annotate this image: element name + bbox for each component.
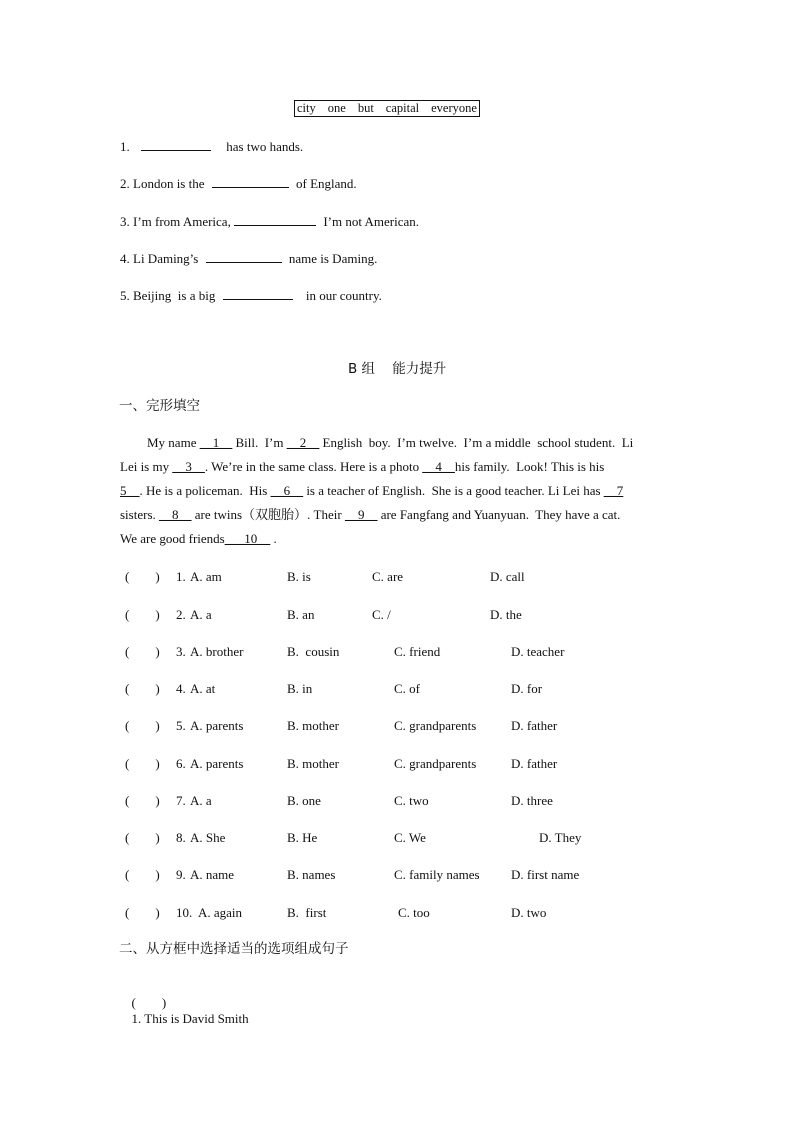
option-d[interactable]: D. three bbox=[511, 793, 553, 808]
part2-item-1 bbox=[125, 979, 249, 1027]
cloze-blank-10: ___10__ bbox=[224, 531, 271, 546]
fill-item-2 bbox=[120, 175, 357, 192]
option-c[interactable]: C. / bbox=[372, 607, 391, 622]
passage-text: . bbox=[270, 531, 277, 546]
option-b[interactable]: B. is bbox=[287, 569, 311, 584]
item-number: 5. bbox=[120, 288, 130, 303]
answer-paren[interactable]: ( ) bbox=[125, 569, 160, 584]
question-number: 5. bbox=[176, 718, 186, 733]
answer-paren[interactable]: ( ) bbox=[125, 905, 160, 920]
option-d[interactable]: D. two bbox=[511, 905, 547, 920]
item-number: 3. bbox=[120, 214, 130, 229]
item-number: 4. bbox=[120, 251, 130, 266]
option-b[interactable]: B. mother bbox=[287, 756, 339, 771]
option-d[interactable]: D. father bbox=[511, 718, 558, 733]
fill-item-3 bbox=[120, 213, 419, 230]
question-number: 10. bbox=[176, 905, 193, 920]
answer-blank[interactable] bbox=[206, 250, 282, 263]
question-number: 6. bbox=[176, 756, 186, 771]
cloze-blank-9: __9__ bbox=[344, 507, 378, 522]
passage-text: are Fangfang and Yuanyuan. They have a cat. bbox=[377, 507, 621, 522]
passage-line bbox=[120, 531, 675, 547]
option-a[interactable]: A. at bbox=[190, 681, 216, 696]
part2-title: 二、从方框中选择适当的选项组成句子 bbox=[119, 941, 349, 957]
passage-line bbox=[120, 459, 675, 475]
option-c[interactable]: C. are bbox=[372, 569, 404, 584]
passage-text: We are good friends bbox=[120, 531, 225, 546]
passage-text: Lei is my bbox=[120, 459, 173, 474]
passage-text: Bill. I’m bbox=[232, 435, 287, 450]
sentence-text: 1. This is David Smith bbox=[131, 1011, 249, 1026]
cloze-blank-1: __1__ bbox=[199, 435, 233, 450]
word-box-word: capital bbox=[385, 101, 420, 115]
word-box-word: everyone bbox=[431, 101, 477, 115]
item-number: 2. bbox=[120, 176, 130, 191]
passage-line bbox=[120, 483, 675, 499]
option-d[interactable]: D. father bbox=[511, 756, 558, 771]
item-number: 1. bbox=[120, 139, 130, 154]
option-d[interactable]: D. first name bbox=[511, 867, 580, 882]
answer-paren[interactable]: ( ) bbox=[125, 830, 160, 845]
option-b[interactable]: B. one bbox=[287, 793, 321, 808]
answer-paren[interactable]: ( ) bbox=[131, 995, 167, 1010]
answer-paren[interactable]: ( ) bbox=[125, 793, 160, 808]
option-b[interactable]: B. in bbox=[287, 681, 313, 696]
word-box-word: city bbox=[297, 101, 316, 115]
item-text-after: of England. bbox=[296, 176, 357, 191]
cloze-blank-7: __7 bbox=[603, 483, 624, 498]
question-number: 4. bbox=[176, 681, 186, 696]
passage-text: are twins（双胞胎）. Their bbox=[191, 507, 345, 522]
word-box-word: but bbox=[357, 101, 374, 115]
answer-paren[interactable]: ( ) bbox=[125, 867, 160, 882]
passage-text: is a teacher of English. She is a good teacher. Li Lei has bbox=[303, 483, 604, 498]
word-box-word: one bbox=[327, 101, 346, 115]
option-a[interactable]: A. parents bbox=[190, 718, 244, 733]
cloze-blank-8: __8__ bbox=[159, 507, 192, 522]
answer-paren[interactable]: ( ) bbox=[125, 756, 160, 771]
question-number: 3. bbox=[176, 644, 186, 659]
answer-paren[interactable]: ( ) bbox=[125, 681, 160, 696]
item-text-after: I’m not American. bbox=[323, 214, 419, 229]
option-c[interactable]: C. family names bbox=[394, 867, 480, 882]
option-a[interactable]: A. She bbox=[190, 830, 226, 845]
option-c[interactable]: C. too bbox=[398, 905, 430, 920]
cloze-blank-6: __6__ bbox=[270, 483, 304, 498]
option-b[interactable]: B. an bbox=[287, 607, 315, 622]
cloze-blank-2: __2__ bbox=[286, 435, 320, 450]
question-number: 9. bbox=[176, 867, 186, 882]
option-a[interactable]: A. again bbox=[198, 905, 243, 920]
passage-text: his family. Look! This is his bbox=[454, 459, 605, 474]
option-a[interactable]: A. am bbox=[190, 569, 222, 584]
part1-title: 一、完形填空 bbox=[119, 398, 200, 414]
answer-paren[interactable]: ( ) bbox=[125, 718, 160, 733]
option-c[interactable]: C. We bbox=[394, 830, 426, 845]
option-c[interactable]: C. grandparents bbox=[394, 718, 477, 733]
option-c[interactable]: C. two bbox=[394, 793, 429, 808]
option-c[interactable]: C. friend bbox=[394, 644, 441, 659]
option-b[interactable]: B. mother bbox=[287, 718, 339, 733]
item-text-before: I’m from America, bbox=[133, 214, 231, 229]
item-text-before: Li Daming’s bbox=[133, 251, 199, 266]
option-b[interactable]: B. cousin bbox=[287, 644, 340, 659]
question-number: 1. bbox=[176, 569, 186, 584]
item-text-before: Beijing is a big bbox=[133, 288, 216, 303]
option-d[interactable]: D. for bbox=[511, 681, 543, 696]
passage-line bbox=[120, 507, 675, 523]
passage-text: . He is a policeman. His bbox=[139, 483, 271, 498]
question-number: 8. bbox=[176, 830, 186, 845]
fill-item-4 bbox=[120, 250, 377, 267]
option-a[interactable]: A. a bbox=[190, 607, 212, 622]
answer-blank[interactable] bbox=[223, 287, 293, 300]
answer-blank[interactable] bbox=[234, 213, 316, 226]
answer-blank[interactable] bbox=[141, 138, 211, 151]
passage-text: English boy. I’m twelve. I’m a middle school student. Li bbox=[319, 435, 634, 450]
answer-paren[interactable]: ( ) bbox=[125, 607, 160, 622]
passage-text: My name bbox=[147, 435, 200, 450]
item-text-before: London is the bbox=[133, 176, 205, 191]
option-d[interactable]: D. teacher bbox=[511, 644, 565, 659]
option-b[interactable]: B. first bbox=[287, 905, 327, 920]
item-text-after: name is Daming. bbox=[288, 251, 378, 266]
option-d[interactable]: D. call bbox=[490, 569, 525, 584]
group-b-title: B 组 能力提升 bbox=[348, 361, 447, 377]
passage-text: sisters. bbox=[120, 507, 159, 522]
fill-item-5 bbox=[120, 287, 382, 304]
option-b[interactable]: B. names bbox=[287, 867, 336, 882]
option-d[interactable]: D. They bbox=[539, 830, 582, 845]
option-d[interactable]: D. the bbox=[490, 607, 522, 622]
option-a[interactable]: A. parents bbox=[190, 756, 244, 771]
cloze-blank-4: __4__ bbox=[422, 459, 455, 474]
cloze-blank-5: 5__ bbox=[120, 483, 140, 498]
fill-item-1 bbox=[120, 138, 303, 155]
word-box bbox=[294, 100, 480, 117]
option-a[interactable]: A. brother bbox=[190, 644, 244, 659]
answer-paren[interactable]: ( ) bbox=[125, 644, 160, 659]
option-c[interactable]: C. grandparents bbox=[394, 756, 477, 771]
passage-text: . We’re in the same class. Here is a photo bbox=[204, 459, 423, 474]
option-b[interactable]: B. He bbox=[287, 830, 318, 845]
item-text-after: has two hands. bbox=[226, 139, 304, 154]
passage-line bbox=[120, 435, 702, 451]
option-c[interactable]: C. of bbox=[394, 681, 420, 696]
question-number: 2. bbox=[176, 607, 186, 622]
cloze-blank-3: __3__ bbox=[172, 459, 205, 474]
option-a[interactable]: A. a bbox=[190, 793, 212, 808]
item-text-after: in our country. bbox=[305, 288, 382, 303]
answer-blank[interactable] bbox=[212, 175, 289, 188]
option-a[interactable]: A. name bbox=[190, 867, 235, 882]
question-number: 7. bbox=[176, 793, 186, 808]
